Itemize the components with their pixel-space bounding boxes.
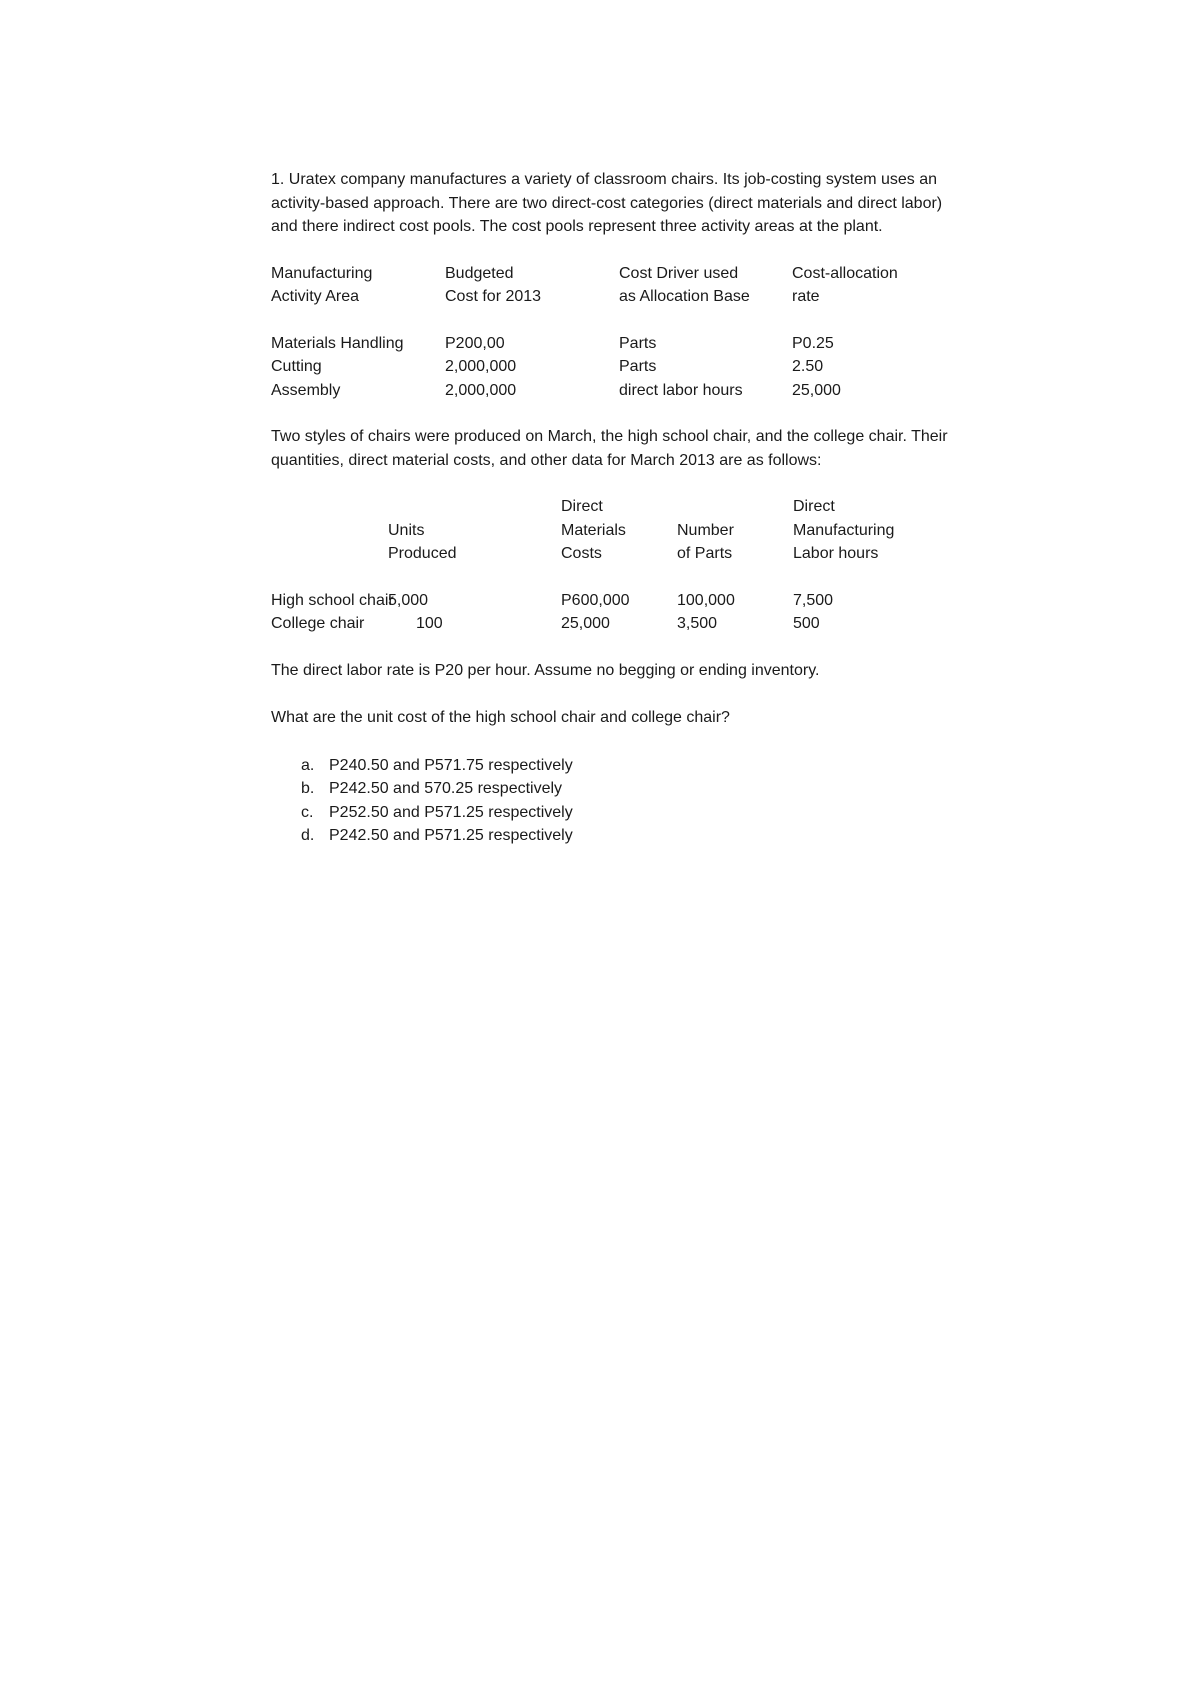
choice-letter: a. — [301, 756, 315, 774]
header-cost-driver-1: Cost Driver used — [619, 264, 739, 282]
direct-materials-cost: P600,000 — [561, 591, 630, 609]
problem-content — [271, 168, 961, 848]
activity-row-cutting — [271, 355, 961, 379]
activity-row-assembly — [271, 379, 961, 403]
product-table — [271, 495, 961, 636]
units-produced: 5,000 — [388, 591, 429, 609]
labor-rate-paragraph: The direct labor rate is P20 per hour. Assume no begging or ending inventory. — [271, 661, 820, 679]
header-parts-2: of Parts — [677, 545, 733, 562]
header-units-2: Produced — [388, 545, 457, 562]
header-direct-labor-3: Labor hours — [793, 545, 879, 562]
budgeted-cost: 2,000,000 — [445, 358, 517, 375]
activity-name: Assembly — [271, 381, 341, 399]
header-parts-1: Number — [677, 521, 734, 539]
activity-header-row-1 — [271, 262, 961, 286]
table-spacer — [271, 566, 961, 589]
choice-c — [271, 801, 961, 825]
problem-intro: 1. Uratex company manufactures a variety of classroom chairs. Its job-costing system uses an activity-based approach. There are two direct-cost categories (direct materials and direct labor) and there indirect cost pools. The cost pools represent three activity areas at the plant. — [271, 171, 943, 235]
header-rate-2: rate — [792, 288, 820, 305]
number-of-parts: 3,500 — [677, 615, 718, 632]
product-row-college-chair — [271, 612, 961, 636]
choice-text: P242.50 and P571.25 respectively — [329, 827, 573, 844]
choice-text: P240.50 and P571.75 respectively — [329, 756, 573, 774]
header-cost-driver-2: as Allocation Base — [619, 288, 750, 305]
allocation-rate: P0.25 — [792, 334, 834, 352]
cost-driver: Parts — [619, 358, 657, 375]
table-spacer — [271, 309, 961, 332]
header-activity-area-2: Activity Area — [271, 288, 360, 305]
header-direct-materials-3: Costs — [561, 545, 602, 562]
choice-text: P252.50 and P571.25 respectively — [329, 803, 573, 821]
choice-letter: d. — [301, 827, 315, 844]
choice-d — [271, 824, 961, 848]
allocation-rate: 25,000 — [792, 381, 841, 399]
budgeted-cost: P200,00 — [445, 334, 505, 352]
header-activity-area-1: Manufacturing — [271, 264, 373, 282]
direct-materials-cost: 25,000 — [561, 615, 610, 632]
product-name: College chair — [271, 615, 365, 632]
question-text: What are the unit cost of the high school chair and college chair? — [271, 709, 730, 726]
choice-a — [271, 754, 961, 778]
header-direct-materials-1: Direct — [561, 498, 603, 515]
product-header-row-3 — [271, 542, 961, 566]
choice-letter: b. — [301, 780, 315, 797]
choice-text: P242.50 and 570.25 respectively — [329, 780, 563, 797]
header-direct-labor-1: Direct — [793, 498, 835, 515]
header-direct-labor-2: Manufacturing — [793, 521, 895, 539]
labor-hours: 7,500 — [793, 591, 834, 609]
header-budgeted-2: Cost for 2013 — [445, 288, 542, 305]
product-row-high-school-chair — [271, 589, 961, 613]
answer-choices — [271, 754, 961, 848]
cost-driver: Parts — [619, 334, 657, 352]
budgeted-cost: 2,000,000 — [445, 381, 517, 399]
choice-b — [271, 777, 961, 801]
chairs-paragraph: Two styles of chairs were produced on March, the high school chair, and the college chair. Their quantities, direct material costs, and other data for March 2013 are as follows: — [271, 428, 948, 469]
activity-name: Cutting — [271, 358, 322, 375]
activity-row-materials-handling — [271, 332, 961, 356]
activity-name: Materials Handling — [271, 334, 404, 352]
allocation-rate: 2.50 — [792, 358, 824, 375]
header-rate-1: Cost-allocation — [792, 264, 898, 282]
activity-table — [271, 262, 961, 403]
product-header-row-1 — [271, 495, 961, 519]
product-header-row-2 — [271, 519, 961, 543]
number-of-parts: 100,000 — [677, 591, 735, 609]
choice-letter: c. — [301, 803, 314, 821]
activity-header-row-2 — [271, 285, 961, 309]
labor-hours: 500 — [793, 615, 820, 632]
units-produced: 100 — [416, 615, 443, 632]
cost-driver: direct labor hours — [619, 381, 743, 399]
header-units-1: Units — [388, 521, 425, 539]
header-budgeted-1: Budgeted — [445, 264, 514, 282]
product-name: High school chair — [271, 591, 394, 609]
header-direct-materials-2: Materials — [561, 521, 626, 539]
